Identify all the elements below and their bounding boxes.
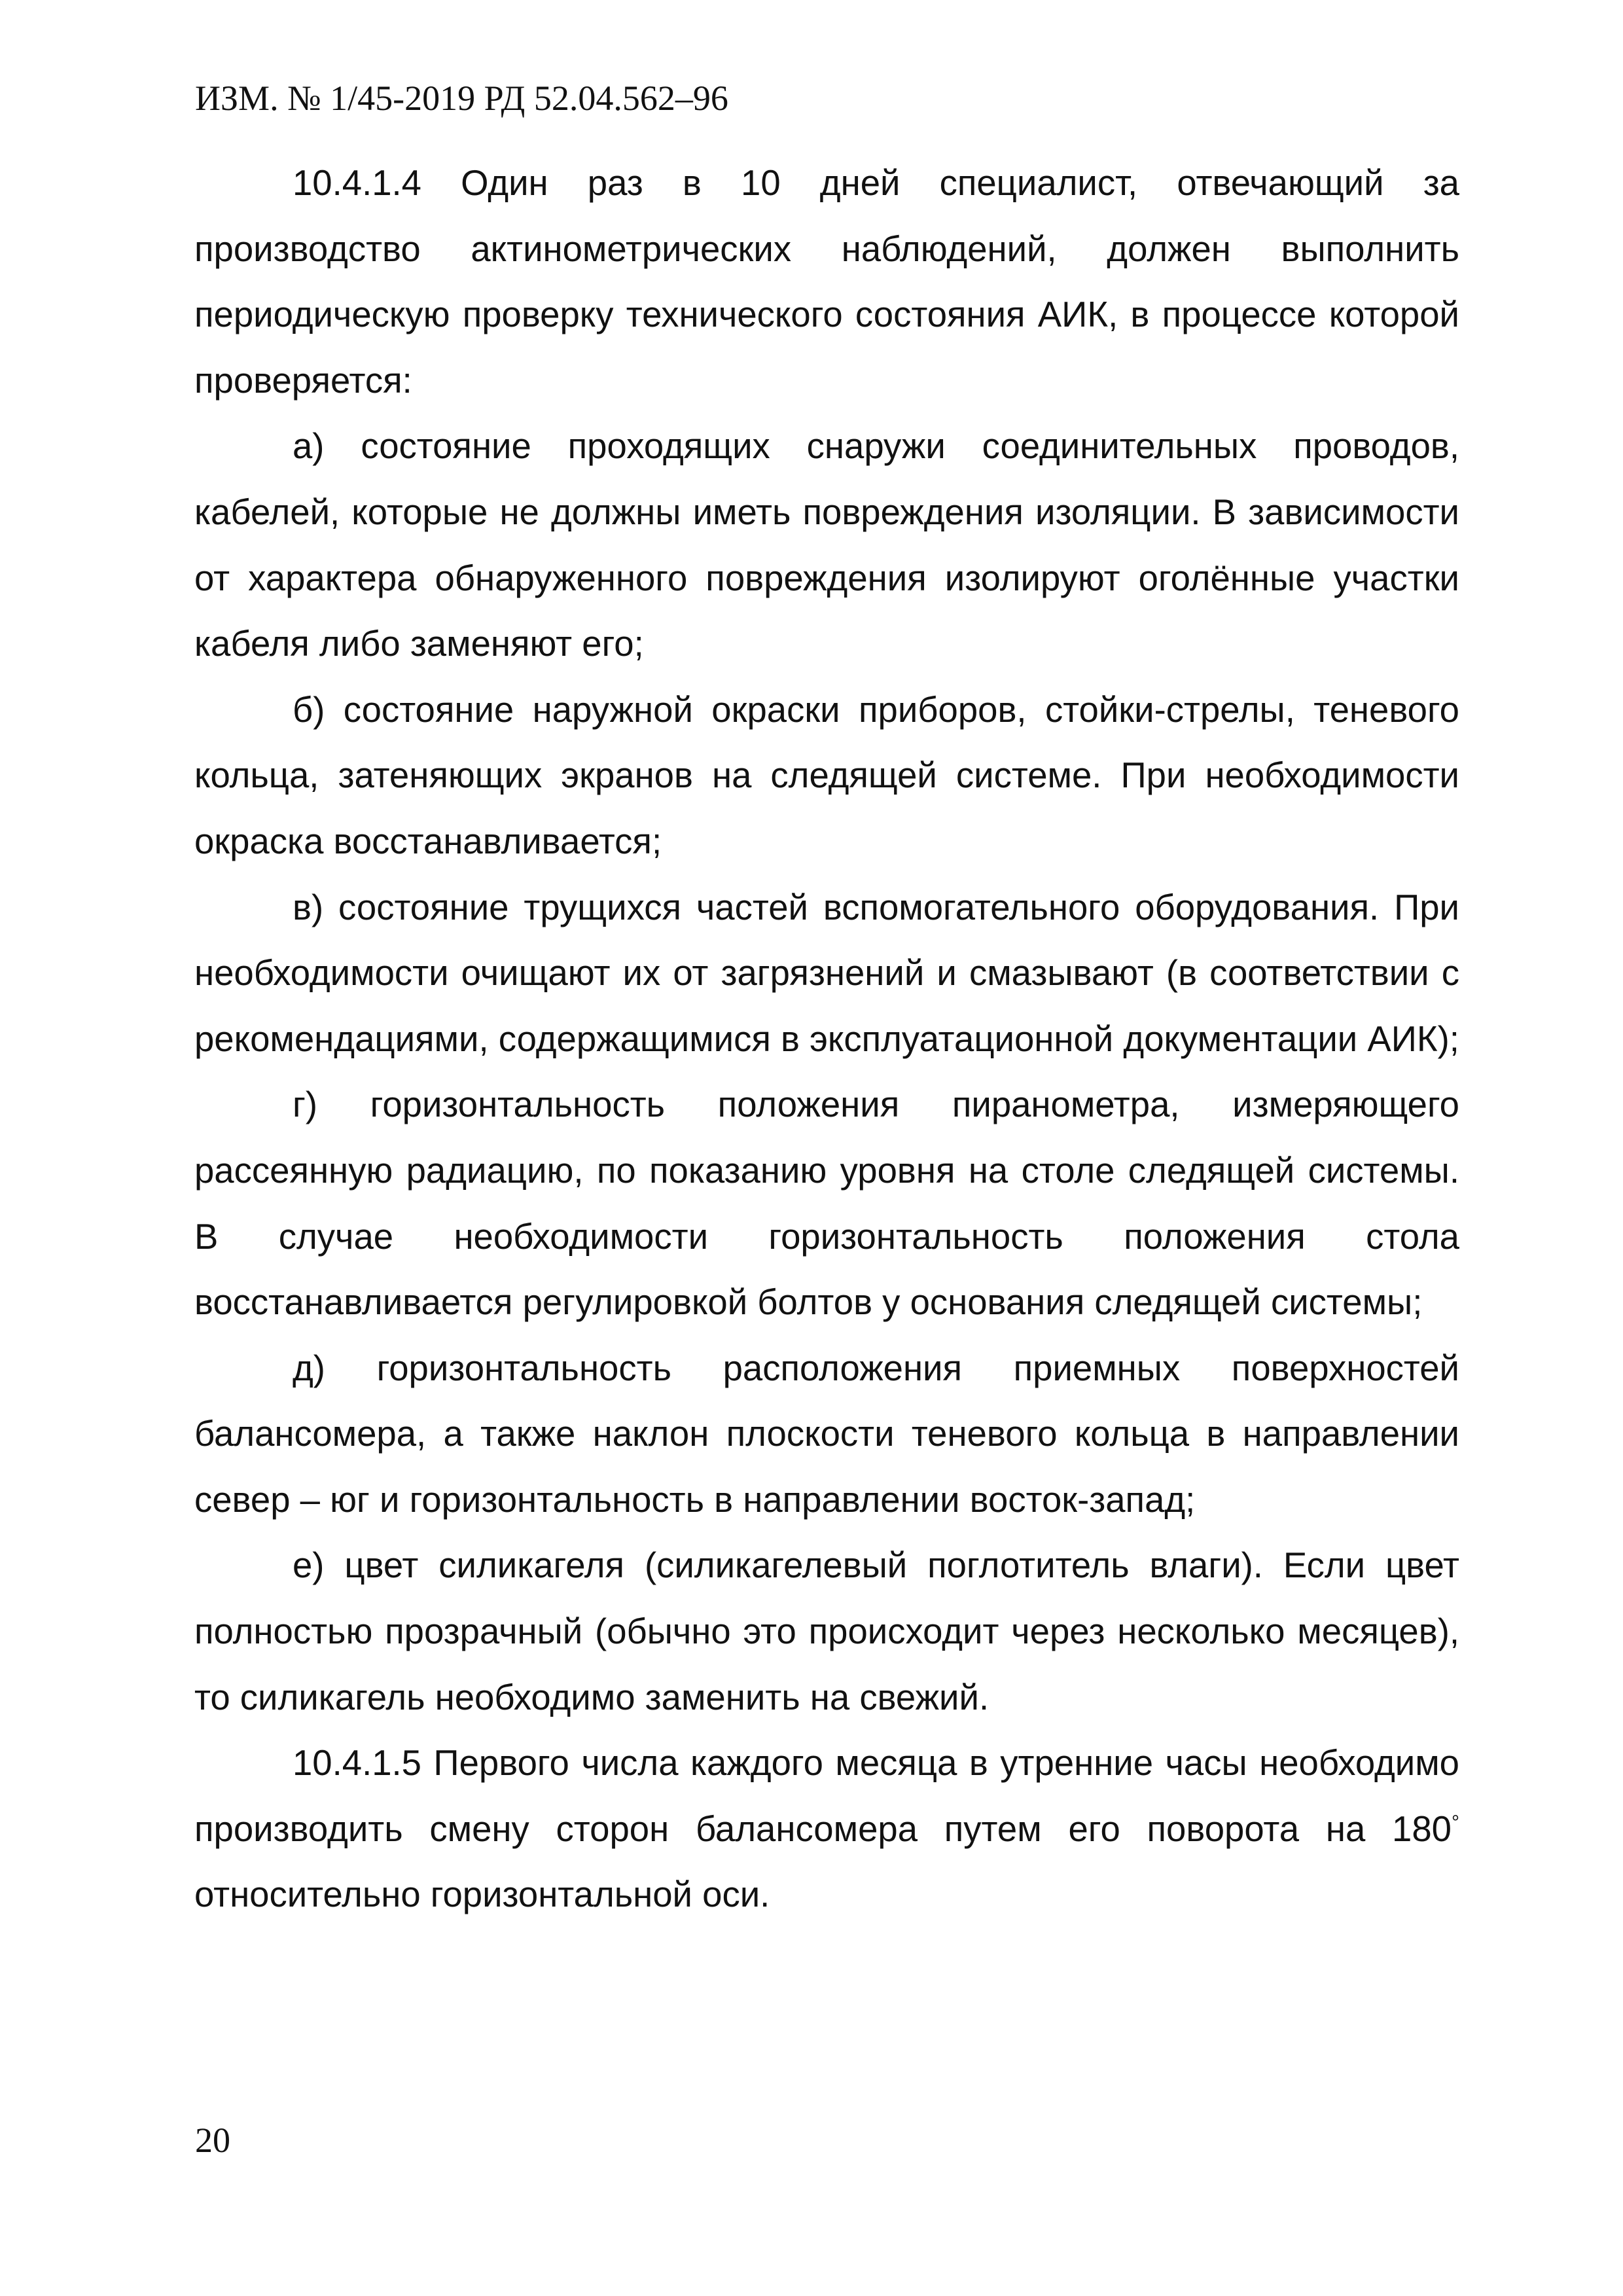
- list-item-e: е) цвет силикагеля (силикагелевый поглотитель влаги). Если цвет полностью прозрачный (обычно это происходит через несколько месяцев), то силикагель необходимо заменить на свежий.: [194, 1545, 1459, 1717]
- document-header: ИЗМ. № 1/45-2019 РД 52.04.562–96: [195, 79, 728, 118]
- page-number: 20: [195, 2121, 230, 2160]
- list-item-v: в) состояние трущихся частей вспомогательного оборудования. При необходимости очищают их от загрязнений и смазывают (в соответствии с рекомендациями, содержащимися в эксплуатационной документации АИК);: [194, 887, 1459, 1059]
- list-item-b: б) состояние наружной окраски приборов, стойки-стрелы, теневого кольца, затеняющих экранов на следящей системе. При необходимости окраска восстанавливается;: [194, 689, 1459, 861]
- degree-sign: °: [1452, 1811, 1459, 1833]
- paragraph-10-4-1-5: [194, 1731, 1459, 1928]
- paragraph-10-4-1-5-text-end: относительно горизонтальной оси.: [194, 1874, 770, 1915]
- list-item-a: а) состояние проходящих снаружи соединительных проводов, кабелей, которые не должны иметь повреждения изоляции. В зависимости от характера обнаруженного повреждения изолируют оголённые участки кабеля либо заменяют его;: [194, 426, 1459, 664]
- paragraph-10-4-1-4: 10.4.1.4 Один раз в 10 дней специалист, отвечающий за производство актинометрических наблюдений, должен выполнить периодическую проверку технического состояния АИК, в процессе которой проверяется:: [194, 163, 1459, 401]
- list-item-d: д) горизонтальность расположения приемных поверхностей балансомера, а также наклон плоскости теневого кольца в направлении север – юг и горизонтальность в направлении восток-запад;: [194, 1348, 1459, 1520]
- list-item-g: г) горизонтальность положения пиранометра, измеряющего рассеянную радиацию, по показанию уровня на столе следящей системы. В случае необходимости горизонтальность положения стола восстанавливается регулировкой болтов у основания следящей системы;: [194, 1085, 1459, 1323]
- paragraph-10-4-1-5-text-start: 10.4.1.5 Первого числа каждого месяца в утренние часы необходимо производить смену сторон балансомера путем его поворота на 180: [194, 1743, 1459, 1849]
- document-body: [194, 151, 1459, 1928]
